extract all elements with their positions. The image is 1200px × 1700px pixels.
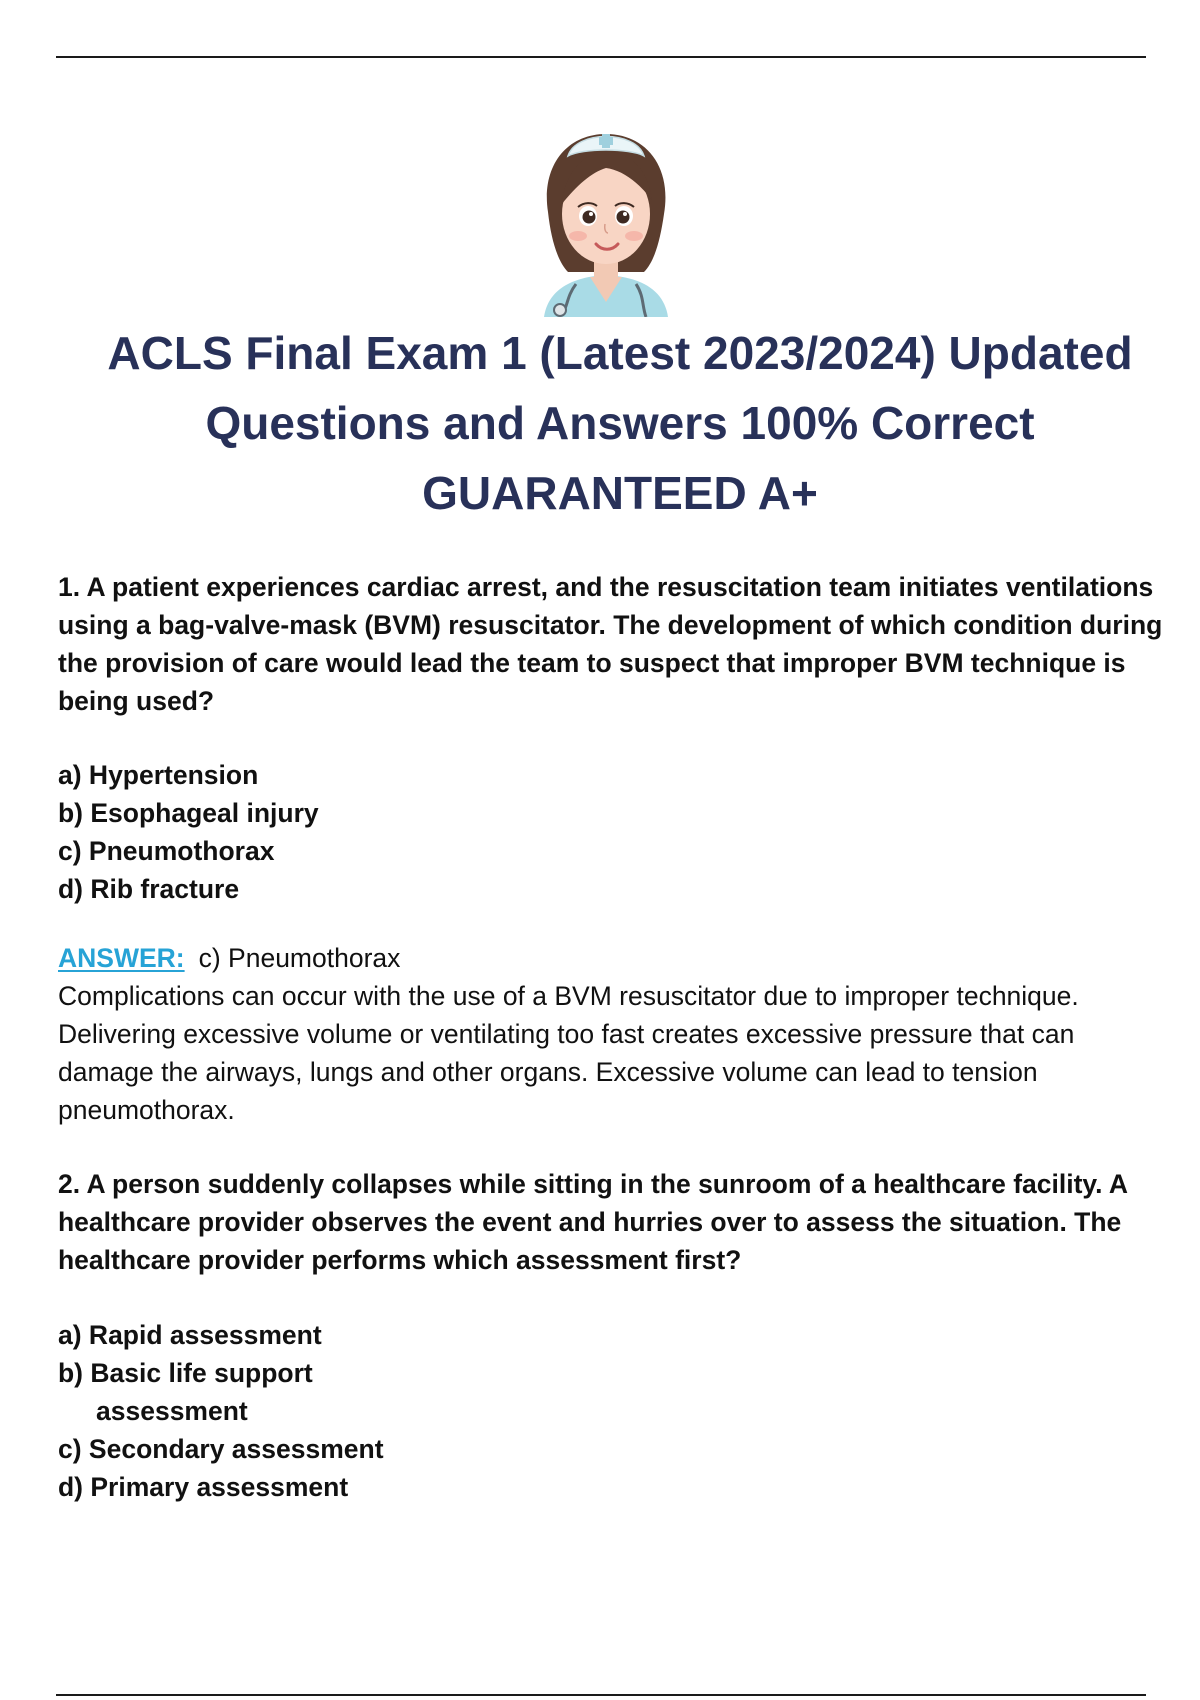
question-1-answer [58, 939, 1168, 1129]
question-number: 1. [58, 572, 81, 602]
question-stem [58, 1165, 1168, 1279]
option-b: b) Esophageal injury [58, 798, 319, 828]
answer-line [58, 939, 1168, 977]
answer-value: c) Pneumothorax [198, 943, 401, 973]
option-a: a) Hypertension [58, 760, 259, 790]
title-line: ACLS Final Exam 1 (Latest 2023/2024) Updated [107, 327, 1133, 379]
option-c: c) Pneumothorax [58, 836, 275, 866]
option-c: c) Secondary assessment [58, 1434, 384, 1464]
title-line: Questions and Answers 100% Correct [205, 397, 1035, 449]
option-d: d) Rib fracture [58, 874, 240, 904]
question-text: A patient experiences cardiac arrest, and the resuscitation team initiates ventilations using a bag-valve-mask (BVM) resuscitator. The development of which condition during the provision of care would lead the team to suspect that improper BVM technique is being used? [58, 572, 1163, 716]
question-2 [58, 1165, 1168, 1279]
question-number: 2. [58, 1169, 81, 1199]
document-title [40, 318, 1200, 528]
question-stem [58, 568, 1168, 720]
option-d: d) Primary assessment [58, 1472, 349, 1502]
option-a: a) Rapid assessment [58, 1320, 322, 1350]
answer-explanation: Complications can occur with the use of a BVM resuscitator due to improper technique. Delivering excessive volume or ventilating too fast creates excessive pressure that can damage the airways, lungs and other organs. Excessive volume can lead to tension pneumothorax. [58, 981, 1079, 1125]
option-b: b) Basic life support [58, 1358, 313, 1388]
title-line: GUARANTEED A+ [422, 467, 818, 519]
bottom-rule [56, 1694, 1146, 1696]
question-1-options [58, 756, 1168, 908]
question-1 [58, 568, 1168, 720]
option-b-continuation: assessment [96, 1396, 248, 1426]
nurse-avatar-image [526, 112, 686, 317]
top-rule [56, 56, 1146, 58]
answer-label: ANSWER: [58, 943, 185, 973]
question-2-options [58, 1316, 1168, 1506]
question-text: A person suddenly collapses while sitting in the sunroom of a healthcare facility. A healthcare provider observes the event and hurries over to assess the situation. The healthcare provider performs which assessment first? [58, 1169, 1128, 1275]
